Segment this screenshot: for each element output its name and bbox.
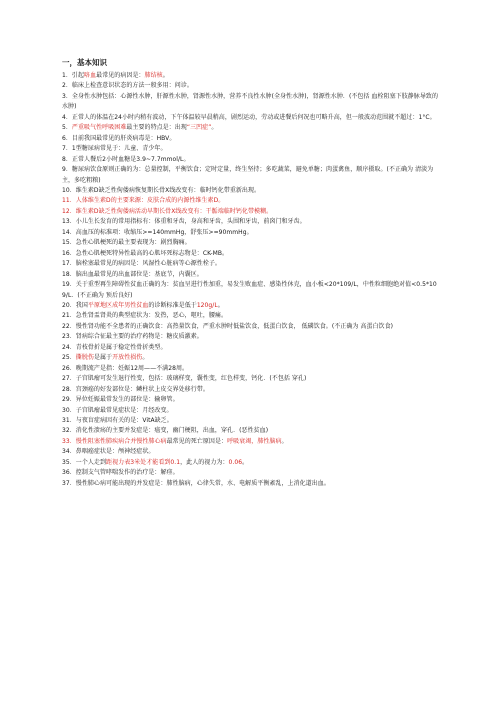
item-text: 2．临床上检查意识状态的方法一般多用：问诊。	[62, 82, 193, 90]
item-text: 。	[281, 437, 288, 445]
list-item	[62, 259, 440, 269]
list-item	[62, 217, 440, 227]
list-item	[62, 155, 440, 165]
list-item	[62, 374, 440, 384]
item-text: 5．	[62, 124, 72, 132]
list-item	[62, 406, 440, 416]
list-item	[62, 447, 440, 457]
list-item	[62, 416, 440, 426]
list-item	[62, 165, 440, 186]
item-text: 23．肾病综合征最主要的治疗药物是：糖皮质激素。	[62, 333, 203, 341]
item-text: 。	[211, 124, 218, 132]
item-text: 。	[162, 72, 169, 79]
item-text: 3．全身性水肿包括：心源性水肿，肝源性水肿，肾源性水肿，营养不良性水肿(全身性水肿)，肾源性水肿．(不包括 血栓阻塞下肢静脉导致的水肿)	[62, 92, 438, 111]
document-page	[62, 58, 440, 489]
item-text: 18．脑出血最常见的出血部位是：基底节，内囊区。	[62, 270, 203, 278]
item-text: 。	[217, 301, 224, 309]
list-item	[62, 322, 440, 332]
item-text: 19．关于重型再生障碍性贫血正确的为：贫血呈进行性加重，易发生败血症、感染性休克，血小板<20*109/L，中性粒细胞绝对值<0.5*109/L．(不正确为 预后良好)	[62, 281, 437, 299]
highlighted-text: 12．维生素D缺乏性佝偻病活动早期长骨X线改变有：干骺端临时钙化带模糊。	[62, 207, 273, 215]
item-text: 26．晚期流产是指：妊娠12周——不满28周。	[62, 364, 189, 372]
highlighted-text: 33．	[62, 437, 76, 445]
item-text: 32．消化性溃疡的主要并发症是：癌变，幽门梗阻，出血，穿孔．(恶性贫血)	[62, 427, 269, 435]
list-item	[62, 364, 440, 374]
list-item	[62, 426, 440, 436]
item-text: 28．宫颈癌的好发部位是：鳞柱状上皮交界处移行带。	[62, 385, 209, 393]
list-item	[62, 479, 440, 489]
list-item	[62, 134, 440, 144]
list-item	[62, 270, 440, 280]
list-item	[62, 186, 440, 196]
list-item	[62, 81, 440, 91]
item-text: 4．正常人的体温在24小时内稍有波动，下午体温较早晨稍高，剧烈运动，劳动或进餐后何况也可略升高，但一般波动范围就不超过：1°C。	[62, 113, 436, 121]
list-item	[62, 238, 440, 248]
list-item	[62, 144, 440, 154]
item-text: 29．异位妊娠最常发生的部位是：输卵管。	[62, 396, 179, 404]
item-text: 15．急性心肌梗死的最主要表现为：剧烈胸痛。	[62, 239, 191, 247]
highlighted-text: 呼吸衰竭，肺性脑病	[227, 437, 282, 445]
highlighted-text: 咯血	[84, 72, 97, 79]
highlighted-text: 肺结核	[144, 72, 163, 79]
highlighted-text: 人体维生素D的主要来源：皮肤合成的内源性维生素D。	[75, 197, 225, 205]
highlighted-text: 严重吸气性呼吸困难	[71, 124, 127, 132]
list-item	[62, 280, 440, 301]
highlighted-text: 慢性阻塞性肺疾病合并慢性肺心病	[75, 437, 167, 445]
item-text: 37．慢性肺心病可能出现的并发症是：肺性脑病，心律失常，水、电解质平衡紊乱，上消化道出血。	[62, 479, 330, 487]
list-item	[62, 437, 440, 447]
list-item	[62, 458, 440, 468]
item-text: 是属于	[93, 354, 113, 362]
list-item	[62, 353, 440, 363]
item-text: 6．目前我国最常见的肝炎病毒是：HBV。	[62, 134, 176, 142]
list-item	[62, 385, 440, 395]
item-text: 最主要的特点是：出现	[126, 124, 187, 132]
item-text: 最常见的死亡原因是：	[166, 437, 228, 445]
item-text: 8．正常人餐后2小时血糖是3.9~7.7mmol/L。	[62, 155, 190, 163]
item-text: 24．青枝骨折是属于稳定性骨折类型。	[62, 343, 167, 351]
highlighted-text: “三凹症”	[186, 124, 212, 132]
highlighted-text: 撕脱伤	[75, 354, 94, 362]
item-text: 的诊断标准是低于	[148, 301, 197, 309]
list-item	[62, 468, 440, 478]
list-item	[62, 332, 440, 342]
highlighted-text: 距视力表3米处才能看到0.1	[106, 458, 181, 466]
list-item	[62, 343, 440, 353]
item-text: 14．高血压的标准项：收缩压>=140mmHg，舒张压>=90mmHg。	[62, 228, 253, 236]
highlighted-text: 0.06	[228, 458, 243, 466]
item-text: 16．急性心肌梗死特异性最高的心肌坏死标志物是：CK-MB。	[62, 249, 229, 257]
highlighted-text: 平原地区成年男性贫血	[87, 301, 149, 309]
list-item	[62, 395, 440, 405]
list-item	[62, 301, 440, 311]
list-item	[62, 311, 440, 321]
item-text: 20．我国	[62, 301, 88, 309]
list-item	[62, 113, 440, 123]
item-text: 7．1型糖尿病常见于：儿童、青少年。	[62, 145, 167, 153]
item-text: 27．子宫肌瘤可发生退行性变，包括：玻璃样变，囊性变，红色样变，钙化．(不包括 穿孔)	[62, 375, 307, 383]
item-text: 36．控制支气管哮喘发作的治疗是：解痉。	[62, 469, 179, 477]
list-item	[62, 92, 440, 113]
item-text: 。	[142, 354, 149, 362]
highlighted-text: 开放性损伤	[112, 354, 143, 362]
list-item	[62, 228, 440, 238]
item-text: 34．鼻咽癌症状是：颅神经症状。	[62, 448, 155, 456]
list-item	[62, 71, 440, 81]
item-text: 25．	[62, 354, 76, 362]
highlighted-text: 120g/L	[196, 301, 218, 309]
item-text: 13．小儿生长发育的常用指标有：体重和牙齿，身高和牙齿，头围和牙齿，前囟门和牙齿。	[62, 218, 306, 226]
item-text: 30．子宫肌瘤最常见症状是：月经改变。	[62, 406, 173, 414]
item-text: 最常见的病因是：	[96, 72, 145, 79]
question-list	[62, 71, 440, 489]
item-text: 35．一个人走到	[62, 458, 107, 466]
item-text: 21．急性肾盂肾炎的典型症状为：发热，恶心，呕吐，腰痛。	[62, 312, 228, 320]
list-item	[62, 123, 440, 133]
list-item	[62, 196, 440, 206]
item-text: ，此人的视力为：	[180, 458, 229, 466]
item-text: 1．引起	[62, 72, 85, 79]
list-item	[62, 249, 440, 259]
list-item	[62, 207, 440, 217]
item-text: 31．与夜盲症病因有关的是：VitA缺乏。	[62, 416, 173, 424]
item-text: 17．脑栓塞最常见的病因是：风湿性心脏病等心源性栓子。	[62, 260, 221, 268]
item-text: 9．糖尿病饮食原则正确的为：总量控制，平衡饮食；定时定量，终生坚持；多吃蔬菜，避免单糖；肉蛋禽鱼，顺序摄取。(不正确为 清淡为主，多吃粗粮)	[62, 166, 434, 184]
highlighted-text: 11．	[62, 197, 76, 205]
item-text: 。	[242, 458, 249, 466]
item-text: 22．慢性肾功能不全患者的正确饮食：高热量饮食，严重水肿时低盐饮食，低蛋白饮食， 低磷饮食。(不正确为 高蛋白饮食)	[62, 322, 394, 330]
section-heading: 一，基本知识	[62, 58, 107, 67]
item-text: 10．维生素D缺乏性佝偻病恢复期长骨X线改变有：临时钙化带重新出现。	[62, 186, 261, 194]
